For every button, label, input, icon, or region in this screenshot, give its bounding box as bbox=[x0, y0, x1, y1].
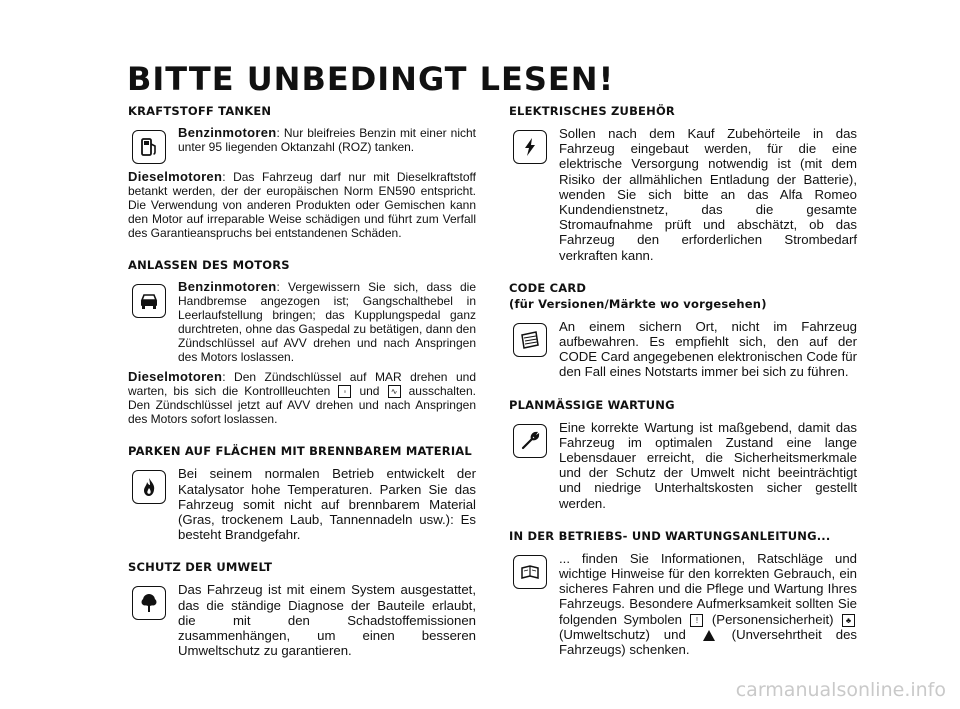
electric-text: Sollen nach dem Kauf Zubehörteile in das Fahrzeug eingebaut werden, für die eine elektrische Versorgung notwendig ist (mit dem Risiko der allmählichen Entladung der Batterie), wenden Sie sich bitte an das Alfa Romeo Kundendienstnetz, das die gesamte Stromaufnahme prüft und abschätzt, ob das Fahrzeug den erforderlichen Strombedarf verkraften kann. bbox=[559, 126, 857, 263]
section-fuel bbox=[128, 104, 476, 240]
car-icon bbox=[132, 284, 166, 318]
lightning-icon bbox=[513, 130, 547, 164]
right-column bbox=[509, 104, 857, 675]
code-card-text: An einem sichern Ort, nicht im Fahrzeug aufbewahren. Es empfiehlt sich, den auf der CODE Card angegebenen elektronischen Code für den Fall eines Notstarts immer bei sich zu führen. bbox=[559, 318, 857, 380]
environment-text: Das Fahrzeug ist mit einem System ausgestattet, das die ständige Diagnose der Bauteile erlaubt, die mit den Schadstoffemissionen zusammenhängen, um einen besseren Umweltschutz zu garantieren. bbox=[178, 582, 476, 659]
page-title: BITTE UNBEDINGT LESEN! bbox=[127, 60, 615, 98]
book-icon bbox=[513, 555, 547, 589]
section-heading: ANLASSEN DES MOTORS bbox=[128, 258, 290, 272]
watermark: carmanualsonline.info bbox=[735, 679, 946, 701]
section-heading: PARKEN AUF FLÄCHEN MIT BRENNBAREM MATERIAL bbox=[128, 444, 472, 459]
warning-light-icon: ◦ bbox=[338, 385, 351, 398]
section-subheading: (für Versionen/Märkte wo vorgesehen) bbox=[509, 296, 767, 311]
vehicle-integrity-icon bbox=[703, 630, 715, 641]
fuel-pump-icon bbox=[132, 130, 166, 164]
section-parking bbox=[128, 444, 476, 542]
section-heading: SCHUTZ DER UMWELT bbox=[128, 560, 273, 575]
section-heading: CODE CARD bbox=[509, 280, 587, 295]
tree-icon bbox=[132, 586, 166, 620]
flame-icon bbox=[132, 470, 166, 504]
person-safety-icon: ! bbox=[690, 614, 703, 627]
manual-text: ... finden Sie Informationen, Ratschläge und wichtige Hinweise für den korrekten Gebrauch, ein sicheres Fahren und die Pflege und Wartung Ihres Fahrzeugs. Besondere Aufmerksamkeit sollten Sie folgenden Symbolen ! (Personensicherheit) ♣ (Umweltschutz) und (Unversehrtheit des Fahrzeugs) schenken. bbox=[559, 550, 858, 658]
fuel-diesel-text: Dieselmotoren: Das Fahrzeug darf nur mit Dieselkraftstoff betankt werden, der der europäischen Norm EN590 entspricht. Die Verwendung von anderen Produkten oder Gemischen kann den Motor auf irreparable Weise schädigen und führt zum Verfall des Garantieanspruchs bei entstandenen Schäden. bbox=[128, 169, 476, 240]
card-icon bbox=[513, 323, 547, 357]
section-environment bbox=[128, 560, 476, 658]
section-heading: ELEKTRISCHES ZUBEHÖR bbox=[509, 104, 675, 118]
wrench-icon bbox=[513, 424, 547, 458]
start-petrol-text: Benzinmotoren: Vergewissern Sie sich, dass die Handbremse angezogen ist; Gangschalthebel in Leerlaufstellung bringen; das Kupplungspedal ganz durchtreten, ohne das Gaspedal zu betätigen, dann den Zündschlüssel auf AVV drehen und nach Anspringen des Motors loslassen. bbox=[178, 279, 476, 364]
section-heading: PLANMÄSSIGE WARTUNG bbox=[509, 397, 675, 412]
section-heading: IN DER BETRIEBS- UND WARTUNGSANLEITUNG... bbox=[509, 528, 831, 543]
section-start bbox=[128, 258, 476, 426]
start-diesel-text: Dieselmotoren: Den Zündschlüssel auf MAR drehen und warten, bis sich die Kontrollleuchten ◦ und ∿ ausschalten. Den Zündschlüssel jetzt auf AVV drehen und nach Anspringen des Motors sofort loslassen. bbox=[128, 369, 476, 427]
section-electric bbox=[509, 104, 857, 263]
parking-text: Bei seinem normalen Betrieb entwickelt der Katalysator hohe Temperaturen. Parken Sie das Fahrzeug somit nicht auf brennbarem Material (Gras, trockenem Laub, Tannennadeln usw.): Es besteht Brandgefahr. bbox=[178, 466, 476, 543]
section-code-card bbox=[509, 281, 857, 380]
section-heading: KRAFTSTOFF TANKEN bbox=[128, 104, 272, 118]
environment-protection-icon: ♣ bbox=[842, 614, 855, 627]
maintenance-text: Eine korrekte Wartung ist maßgebend, damit das Fahrzeug im optimalen Zustand eine lange Lebensdauer erreicht, die Sicherheitsmerkmale und der Schutz der Umwelt nicht beeinträchtigt und niedrige Unterhaltskosten sicher gestellt werden. bbox=[559, 419, 857, 511]
fuel-petrol-text: Benzinmotoren: Nur bleifreies Benzin mit einer nicht unter 95 liegenden Oktanzahl (ROZ) tanken. bbox=[178, 125, 476, 154]
glow-plug-icon: ∿ bbox=[388, 385, 401, 398]
section-manual bbox=[509, 529, 857, 657]
left-column bbox=[128, 104, 476, 676]
section-maintenance bbox=[509, 398, 857, 511]
